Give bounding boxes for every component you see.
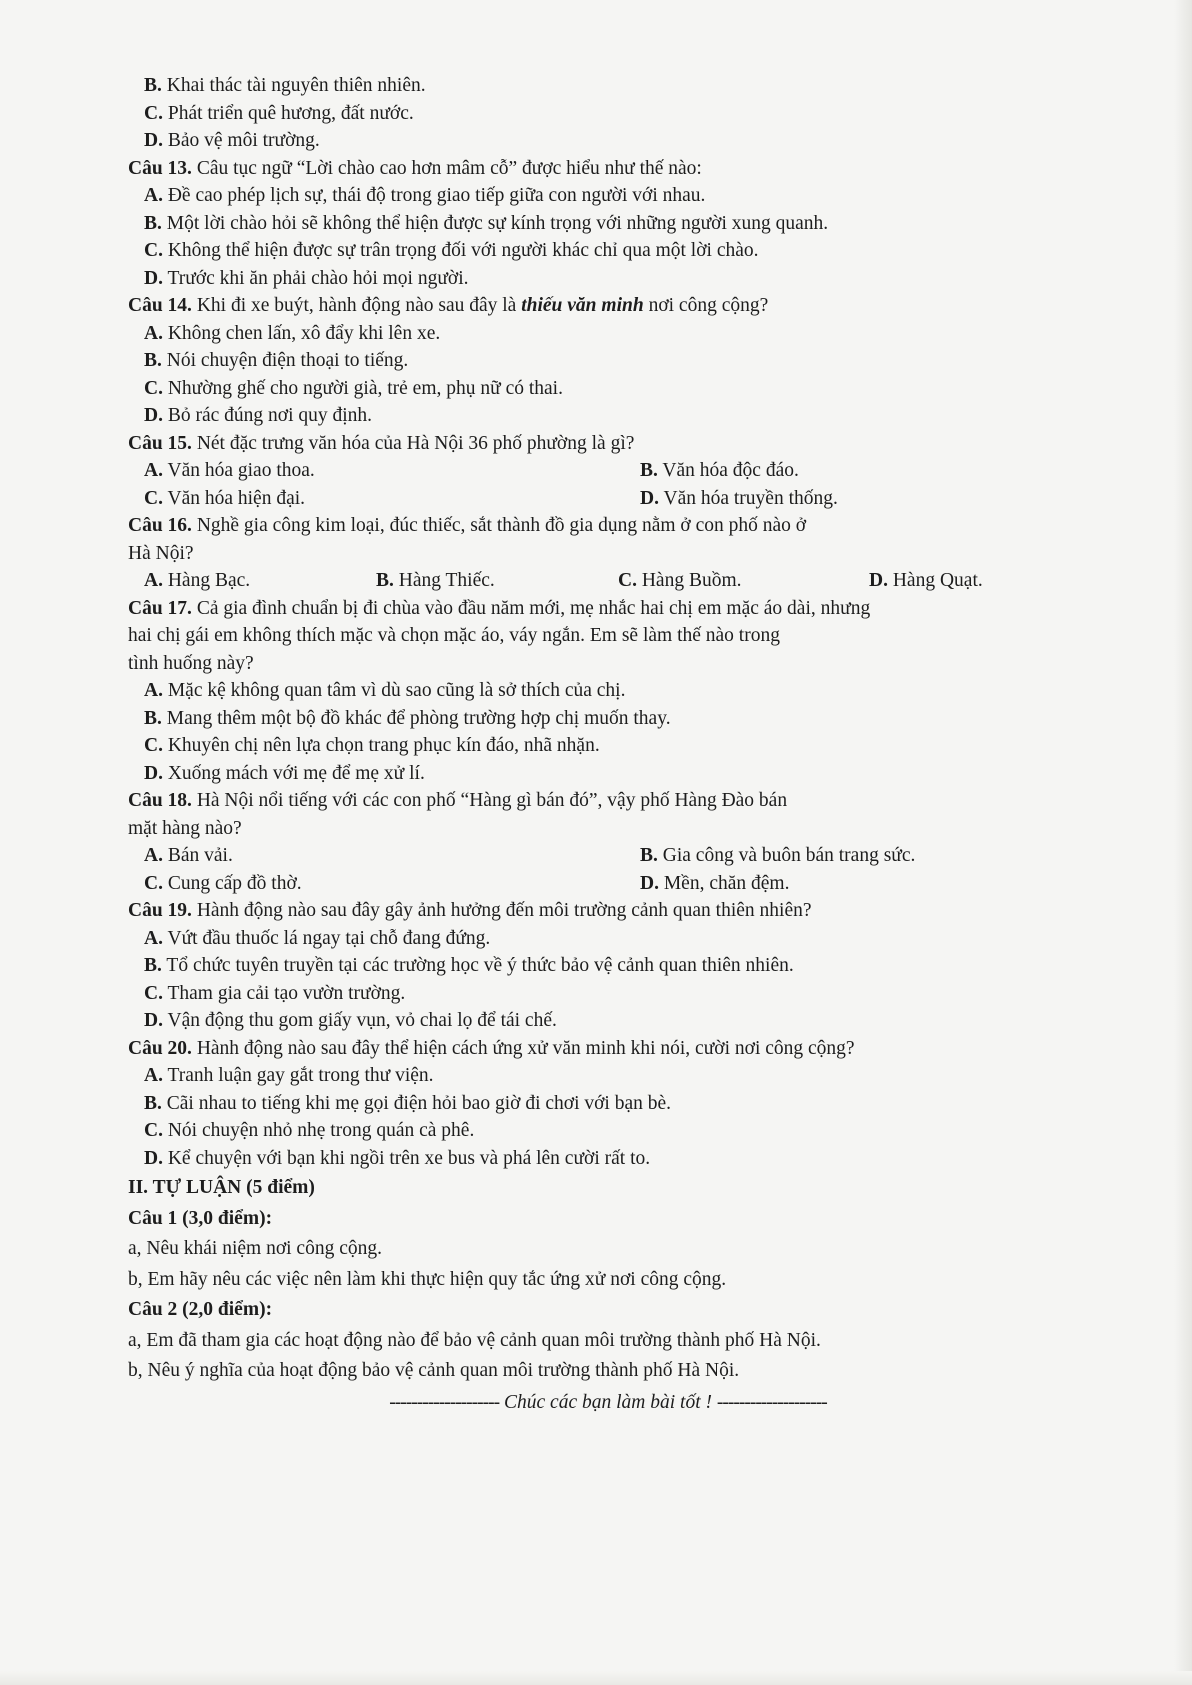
closing-dashes-right: --------------------: [716, 1391, 827, 1413]
q14-option-a: A. Không chen lấn, xô đẩy khi lên xe.: [144, 322, 441, 344]
q13-stem: Câu 13. Câu tục ngữ “Lời chào cao hơn mâm cỗ” được hiểu như thế nào:: [128, 157, 702, 179]
q17-option-c: C. Khuyên chị nên lựa chọn trang phục kín đáo, nhã nhặn.: [144, 735, 600, 756]
q12-option-c: C. Phát triển quê hương, đất nước.: [144, 102, 414, 124]
essay-q2-label: Câu 2 (2,0 điểm):: [128, 1299, 273, 1320]
q12-option-d: D. Bảo vệ môi trường.: [144, 130, 320, 151]
closing-dashes-left: --------------------: [389, 1391, 500, 1413]
closing-message: Chúc các bạn làm bài tốt !: [504, 1391, 712, 1413]
q15-option-b: B. Văn hóa độc đáo.: [640, 460, 799, 481]
q13-option-a: A. Đề cao phép lịch sự, thái độ trong giao tiếp giữa con người với nhau.: [144, 185, 706, 206]
question-14: [128, 292, 1088, 430]
q16-option-b: B. Hàng Thiếc.: [376, 570, 495, 591]
q18-option-c: C. Cung cấp đồ thờ.: [144, 872, 302, 894]
part-2-heading: II. TỰ LUẬN (5 điểm): [128, 1177, 315, 1198]
q18-stem-line-1: Câu 18. Hà Nội nổi tiếng với các con phố “Hàng gì bán đó”, vậy phố Hàng Đào bán: [128, 790, 788, 811]
question-20: [128, 1035, 1088, 1173]
essay-q2-b: b, Nêu ý nghĩa của hoạt động bảo vệ cảnh quan môi trường thành phố Hà Nội.: [128, 1360, 740, 1381]
q16-option-c: C. Hàng Buồm.: [618, 570, 742, 591]
essay-q2-a: a, Em đã tham gia các hoạt động nào để bảo vệ cảnh quan môi trường thành phố Hà Nội.: [128, 1329, 821, 1351]
q17-option-a: A. Mặc kệ không quan tâm vì dù sao cũng là sở thích của chị.: [144, 680, 626, 701]
page-bottom-shadow: [0, 1671, 1192, 1685]
q19-option-d: D. Vận động thu gom giấy vụn, vỏ chai lọ để tái chế.: [144, 1010, 557, 1031]
q13-option-d: D. Trước khi ăn phải chào hỏi mọi người.: [144, 267, 469, 289]
q17-stem-line-3: tình huống này?: [128, 652, 254, 674]
exam-content: [128, 72, 1088, 1416]
q15-options-row-1: [128, 457, 1088, 485]
q20-option-a: A. Tranh luận gay gắt trong thư viện.: [144, 1065, 434, 1086]
question-17: [128, 595, 1088, 788]
essay-q1-b: b, Em hãy nêu các việc nên làm khi thực hiện quy tắc ứng xử nơi công cộng.: [128, 1268, 727, 1290]
q14-emphasis: thiếu văn minh: [521, 295, 644, 316]
q15-stem: Câu 15. Nét đặc trưng văn hóa của Hà Nội 36 phố phường là gì?: [128, 432, 635, 454]
question-16: [128, 512, 1088, 595]
question-19: [128, 897, 1088, 1035]
page-edge-shadow: [1174, 0, 1192, 1685]
q13-option-b: B. Một lời chào hỏi sẽ không thể hiện được sự kính trọng với những người xung quanh.: [144, 212, 829, 234]
q19-option-a: A. Vứt đầu thuốc lá ngay tại chỗ đang đứng.: [144, 927, 491, 949]
q14-option-c: C. Nhường ghế cho người già, trẻ em, phụ nữ có thai.: [144, 377, 563, 399]
q16-stem-line-1: Câu 16. Nghề gia công kim loại, đúc thiếc, sắt thành đồ gia dụng nằm ở con phố nào ở: [128, 515, 807, 536]
q18-option-a: A. Bán vải.: [144, 845, 233, 866]
q18-options-row-1: [128, 842, 1088, 870]
q17-option-d: D. Xuống mách với mẹ để mẹ xử lí.: [144, 762, 425, 784]
q19-stem: Câu 19. Hành động nào sau đây gây ảnh hưởng đến môi trường cảnh quan thiên nhiên?: [128, 900, 812, 921]
q14-stem: Câu 14. Khi đi xe buýt, hành động nào sau đây là thiếu văn minh nơi công cộng?: [128, 295, 769, 316]
part-2-essay: [128, 1174, 1088, 1385]
q16-option-a: A. Hàng Bạc.: [144, 570, 251, 591]
q18-option-b: B. Gia công và buôn bán trang sức.: [640, 845, 916, 866]
q19-option-c: C. Tham gia cải tạo vườn trường.: [144, 982, 406, 1004]
q20-stem: Câu 20. Hành động nào sau đây thể hiện cách ứng xử văn minh khi nói, cười nơi công cộng?: [128, 1037, 855, 1059]
q20-option-d: D. Kể chuyện với bạn khi ngồi trên xe bus và phá lên cười rất to.: [144, 1147, 651, 1169]
q14-option-b: B. Nói chuyện điện thoại to tiếng.: [144, 350, 409, 371]
question-13: [128, 155, 1088, 293]
q20-option-c: C. Nói chuyện nhỏ nhẹ trong quán cà phê.: [144, 1120, 475, 1141]
q16-option-d: D. Hàng Quạt.: [869, 570, 983, 591]
q15-options-row-2: [128, 485, 1088, 513]
q15-option-c: C. Văn hóa hiện đại.: [144, 487, 306, 509]
q13-option-c: C. Không thể hiện được sự trân trọng đối với người khác chỉ qua một lời chào.: [144, 240, 759, 261]
q12-option-b: B. Khai thác tài nguyên thiên nhiên.: [144, 75, 426, 96]
q19-option-b: B. Tổ chức tuyên truyền tại các trường học về ý thức bảo vệ cảnh quan thiên nhiên.: [144, 955, 794, 976]
q18-stem-line-2: mặt hàng nào?: [128, 817, 242, 839]
q12-options: [128, 72, 1088, 155]
q17-stem-line-2: hai chị gái em không thích mặc và chọn mặc áo, váy ngắn. Em sẽ làm thế nào trong: [128, 625, 780, 646]
q20-option-b: B. Cãi nhau to tiếng khi mẹ gọi điện hỏi bao giờ đi chơi với bạn bè.: [144, 1092, 672, 1114]
q14-option-d: D. Bỏ rác đúng nơi quy định.: [144, 405, 373, 426]
q15-option-a: A. Văn hóa giao thoa.: [144, 460, 315, 481]
essay-q1-label: Câu 1 (3,0 điểm):: [128, 1207, 273, 1229]
question-15: [128, 430, 1088, 513]
q18-option-d: D. Mền, chăn đệm.: [640, 872, 790, 894]
essay-q1-a: a, Nêu khái niệm nơi công cộng.: [128, 1238, 382, 1259]
closing-line: [128, 1389, 1088, 1417]
q16-stem-line-2: Hà Nội?: [128, 542, 194, 564]
q15-option-d: D. Văn hóa truyền thống.: [640, 487, 838, 509]
q16-options-row: [128, 567, 1088, 595]
q17-stem-line-1: Câu 17. Cả gia đình chuẩn bị đi chùa vào đầu năm mới, mẹ nhắc hai chị em mặc áo dài, nhưng: [128, 597, 871, 619]
q18-options-row-2: [128, 870, 1088, 898]
question-18: [128, 787, 1088, 897]
q17-option-b: B. Mang thêm một bộ đồ khác để phòng trường hợp chị muốn thay.: [144, 707, 671, 729]
